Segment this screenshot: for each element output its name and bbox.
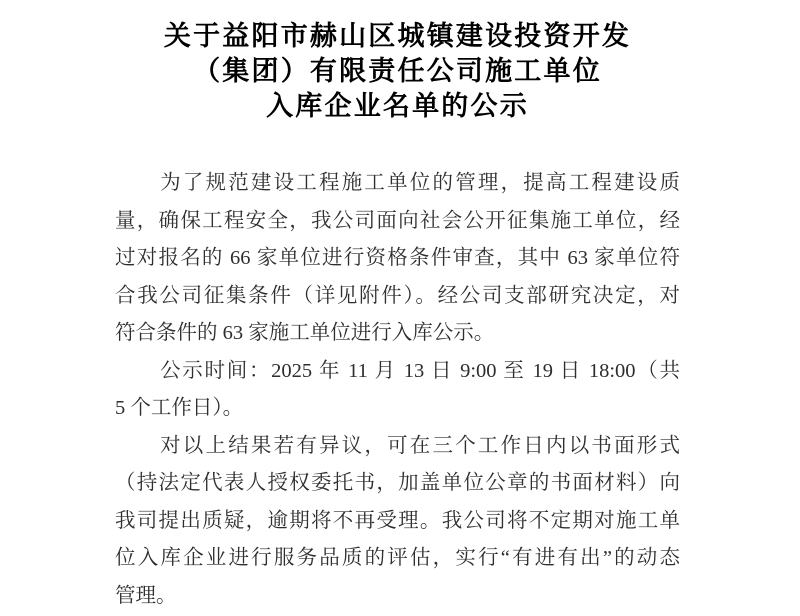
body-line-11: 位入库企业进行服务品质的评估，实行“有进有出”的动态: [115, 547, 680, 569]
body-line-5: 符合条件的 63 家施工单位进行入库公示。: [115, 322, 495, 344]
document-title: [115, 19, 680, 124]
body-line-7: 5 个工作日）。: [115, 397, 244, 419]
document-content: [115, 19, 680, 615]
body-line-8: 对以上结果若有异议，可在三个工作日内以书面形式: [160, 434, 680, 457]
body-line-2: 量，确保工程安全，我公司面向社会公开征集施工单位，经: [115, 209, 680, 232]
body-line-10: 我司提出质疑，逾期将不再受理。我公司将不定期对施工单: [115, 509, 680, 532]
body-line-12: 管理。: [115, 584, 177, 607]
document-body: [115, 165, 680, 615]
body-line-6: 公示时间：2025 年 11 月 13 日 9:00 至 19 日 18:00（共: [160, 359, 680, 382]
title-line-2: （集团）有限责任公司施工单位: [193, 56, 602, 86]
body-line-3: 过对报名的 66 家单位进行资格条件审查，其中 63 家单位符: [115, 247, 680, 269]
body-line-4: 合我公司征集条件（详见附件）。经公司支部研究决定，对: [115, 284, 680, 307]
body-line-1: 为了规范建设工程施工单位的管理，提高工程建设质: [160, 172, 680, 194]
title-line-1: 关于益阳市赫山区城镇建设投资开发: [163, 21, 632, 51]
title-line-3: 入库企业名单的公示: [266, 91, 529, 121]
body-line-9: （持法定代表人授权委托书，加盖单位公章的书面材料）向: [115, 472, 680, 494]
